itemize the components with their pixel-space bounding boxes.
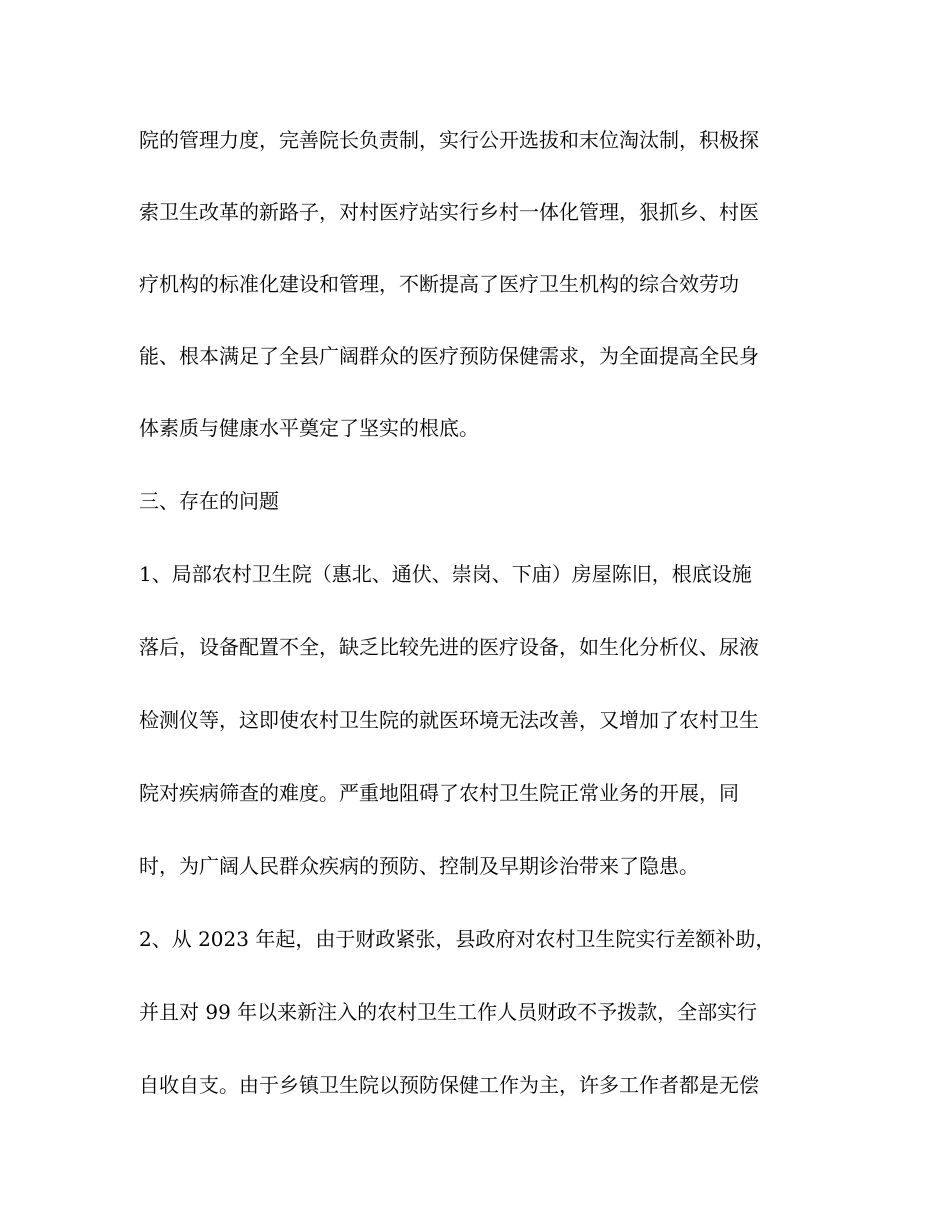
text-line-9: 检测仪等，这即使农村卫生院的就医环境无法改善，又增加了农村卫生 bbox=[139, 708, 759, 732]
text-line-5: 体素质与健康水平奠定了坚实的根底。 bbox=[139, 416, 479, 440]
text-line-4: 能、根本满足了全县广阔群众的医疗预防保健需求，为全面提高全民身 bbox=[139, 344, 759, 368]
text-line-8: 落后，设备配置不全，缺乏比较先进的医疗设备，如生化分析仪、尿液 bbox=[139, 635, 759, 659]
text-line-14: 自收自支。由于乡镇卫生院以预防保健工作为主，许多工作者都是无偿 bbox=[139, 1073, 759, 1097]
section-heading: 三、存在的问题 bbox=[139, 489, 279, 513]
text-line-2: 索卫生改革的新路子，对村医疗站实行乡村一体化管理，狠抓乡、村医 bbox=[139, 200, 759, 224]
text-line-11: 时，为广阔人民群众疾病的预防、控制及早期诊治带来了隐患。 bbox=[139, 854, 699, 878]
text-line-13: 并且对 99 年以来新注入的农村卫生工作人员财政不予拨款，全部实行 bbox=[139, 1000, 758, 1024]
text-line-12: 2、从 2023 年起，由于财政紧张，县政府对农村卫生院实行差额补助， bbox=[139, 927, 776, 951]
text-line-1: 院的管理力度，完善院长负责制，实行公开选拔和末位淘汰制，积极探 bbox=[139, 128, 759, 152]
text-line-7: 1、局部农村卫生院（惠北、通伏、崇岗、下庙）房屋陈旧，根底设施 bbox=[139, 562, 752, 586]
text-line-3: 疗机构的标准化建设和管理，不断提高了医疗卫生机构的综合效劳功 bbox=[139, 272, 739, 296]
text-line-10: 院对疾病筛查的难度。严重地阻碍了农村卫生院正常业务的开展，同 bbox=[139, 781, 739, 805]
